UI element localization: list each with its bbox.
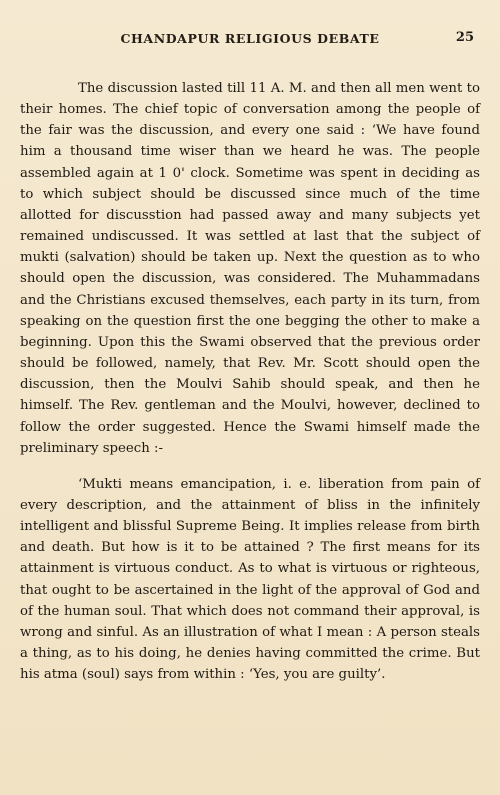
running-title: CHANDAPUR RELIGIOUS DEBATE xyxy=(120,31,380,46)
body-text xyxy=(20,78,480,685)
page-number: 25 xyxy=(455,30,474,45)
paragraph-1: The discussion lasted till 11 A. M. and then all men went to their homes. The chief topic of conversation among the people of the fair was the discussion, and every one said : ‘We have found him a thousand time wiser than we heard he was. The people assembled again at 1 0' clock. Sometime was spent in deciding as to which subject should be discussed since much of the time allotted for discusstion had passed away and many subjects yet remained undiscussed. It was settled at last that the subject of mukti (salvation) should be taken up. Next the question as to who should open the discussion, was considered. The Muhammadans and the Christians excused themselves, each party in its turn, from speaking on the question first the one begging the other to make a beginning. Upon this the Swami observed that the previous order should be followed, namely, that Rev. Mr. Scott should open the discussion, then the Moulvi Sahib should speak, and then he himself. The Rev. gentleman and the Moulvi, however, declined to follow the order suggested. Hence the Swami himself made the preliminary speech :- xyxy=(20,81,480,456)
paragraph-2: ‘Mukti means emancipation, i. e. liberation from pain of every description, and the attainment of bliss in the infinitely intelligent and blissful Supreme Being. It implies release from birth and death. But how is it to be attained ? The first means for its attainment is virtuous conduct. As to what is virtuous or righteous, that ought to be ascertained in the light of the approval of God and of the human soul. That which does not command their approval, is wrong and sinful. As an illustration of what I mean : A person steals a thing, as to his doing, he denies having committed the crime. But his atma (soul) says from within : ‘Yes, you are guilty’. xyxy=(20,476,480,683)
page-header xyxy=(0,31,500,51)
